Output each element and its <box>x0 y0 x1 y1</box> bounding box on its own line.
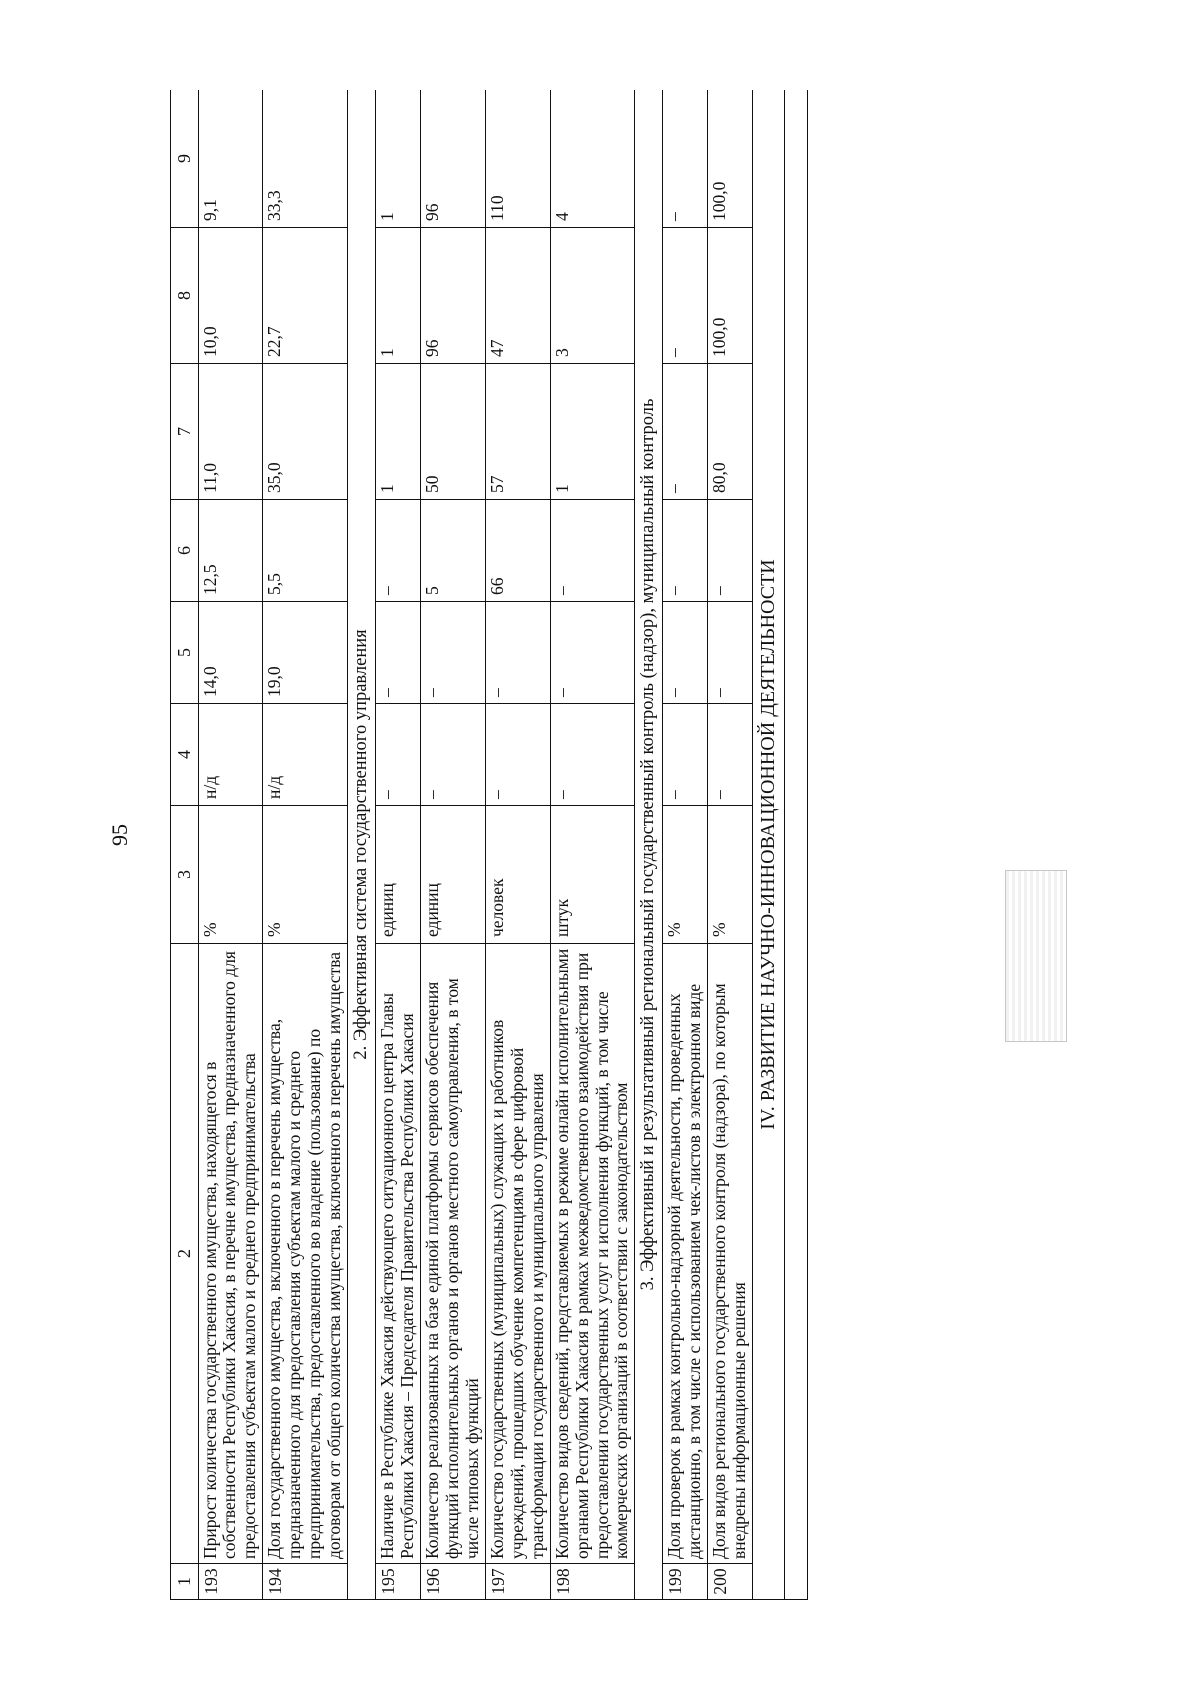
value-cell: – <box>663 364 708 500</box>
header-cell: 7 <box>171 364 199 500</box>
empty-row <box>785 90 808 1600</box>
value-cell: 14,0 <box>198 602 263 704</box>
header-cell: 8 <box>171 228 199 364</box>
value-cell: 5,5 <box>263 500 348 602</box>
value-cell: 80,0 <box>708 364 753 500</box>
unit-cell: штук <box>550 806 635 944</box>
header-cell: 4 <box>171 704 199 806</box>
table-row <box>263 90 348 1600</box>
value-cell: 57 <box>485 364 550 500</box>
value-cell: 47 <box>485 228 550 364</box>
value-cell: 11,0 <box>198 364 263 500</box>
indicator-text: Прирост количества государственного имущества, находящегося в собственности Республики Хакасия, в перечне имущества, предназначенного для предоставления субъектам малого и среднего предпринимательства <box>198 944 263 1564</box>
table-row <box>485 90 550 1600</box>
value-cell: 96 <box>421 228 486 364</box>
value-cell: – <box>708 500 753 602</box>
header-cell: 3 <box>171 806 199 944</box>
indicators-table <box>170 90 808 1600</box>
row-number: 200 <box>708 1564 753 1600</box>
section-title: 3. Эффективный и результативный региональный государственный контроль (надзор), муниципальный контроль <box>635 90 663 1600</box>
unit-cell: % <box>263 806 348 944</box>
unit-cell: единиц <box>376 806 421 944</box>
indicator-text: Количество реализованных на базе единой платформы сервисов обеспечения функций исполнительных органов и органов местного самоуправления, в том числе типовых функций <box>421 944 486 1564</box>
value-cell: 100,0 <box>708 228 753 364</box>
chapter-heading: IV. РАЗВИТИЕ НАУЧНО-ИННОВАЦИОННОЙ ДЕЯТЕЛЬНОСТИ <box>753 90 785 1600</box>
table-row <box>376 90 421 1600</box>
value-cell: – <box>708 602 753 704</box>
table-row <box>708 90 753 1600</box>
unit-cell: человек <box>485 806 550 944</box>
value-cell: – <box>485 704 550 806</box>
empty-cell <box>785 90 808 1600</box>
value-cell: 19,0 <box>263 602 348 704</box>
value-cell: 96 <box>421 90 486 228</box>
value-cell: – <box>708 704 753 806</box>
value-cell: – <box>663 228 708 364</box>
stamp-mark <box>1005 870 1067 1042</box>
value-cell: – <box>421 704 486 806</box>
document-table-area <box>170 90 1080 1600</box>
value-cell: 50 <box>421 364 486 500</box>
value-cell: 9,1 <box>198 90 263 228</box>
value-cell: 12,5 <box>198 500 263 602</box>
table-row <box>663 90 708 1600</box>
row-number: 193 <box>198 1564 263 1600</box>
value-cell: 35,0 <box>263 364 348 500</box>
value-cell: 10,0 <box>198 228 263 364</box>
value-cell: – <box>550 704 635 806</box>
value-cell: – <box>663 500 708 602</box>
section-row <box>348 90 376 1600</box>
value-cell: – <box>663 90 708 228</box>
section-row <box>635 90 663 1600</box>
row-number: 197 <box>485 1564 550 1600</box>
value-cell: – <box>550 500 635 602</box>
value-cell: – <box>663 704 708 806</box>
row-number: 199 <box>663 1564 708 1600</box>
value-cell: 3 <box>550 228 635 364</box>
row-number: 195 <box>376 1564 421 1600</box>
indicator-text: Доля видов регионального государственного контроля (надзора), по которым внедрены информационные решения <box>708 944 753 1564</box>
unit-cell: % <box>663 806 708 944</box>
row-number: 196 <box>421 1564 486 1600</box>
page-number: 95 <box>107 824 132 846</box>
value-cell: – <box>376 704 421 806</box>
value-cell: 100,0 <box>708 90 753 228</box>
header-row <box>171 90 199 1600</box>
value-cell: н/д <box>263 704 348 806</box>
value-cell: – <box>550 602 635 704</box>
value-cell: 22,7 <box>263 228 348 364</box>
row-number: 194 <box>263 1564 348 1600</box>
header-cell: 1 <box>171 1564 199 1600</box>
header-cell: 6 <box>171 500 199 602</box>
unit-cell: единиц <box>421 806 486 944</box>
value-cell: 33,3 <box>263 90 348 228</box>
value-cell: 4 <box>550 90 635 228</box>
value-cell: 1 <box>550 364 635 500</box>
value-cell: н/д <box>198 704 263 806</box>
value-cell: 1 <box>376 90 421 228</box>
value-cell: 5 <box>421 500 486 602</box>
value-cell: 1 <box>376 364 421 500</box>
unit-cell: % <box>198 806 263 944</box>
value-cell: – <box>376 602 421 704</box>
header-cell: 5 <box>171 602 199 704</box>
value-cell: 110 <box>485 90 550 228</box>
indicator-text: Доля государственного имущества, включенного в перечень имущества, предназначенного для предоставления субъектам малого и среднего предпринимательства, предоставленного во владение (пользование) по договорам от общего количества имущества, включенного в перечень имущества <box>263 944 348 1564</box>
indicator-text: Наличие в Республике Хакасия действующего ситуационного центра Главы Республики Хакасия – Председателя Правительства Республики Хакасия <box>376 944 421 1564</box>
header-cell: 2 <box>171 944 199 1564</box>
table-row <box>550 90 635 1600</box>
indicator-text: Количество государственных (муниципальных) служащих и работников учреждений, прошедших обучение компетенциям в сфере цифровой трансформации государственного и муниципального управления <box>485 944 550 1564</box>
value-cell: – <box>485 602 550 704</box>
unit-cell: % <box>708 806 753 944</box>
rotated-page <box>170 90 1080 1600</box>
heading-row <box>753 90 785 1600</box>
table-row <box>421 90 486 1600</box>
section-title: 2. Эффективная система государственного управления <box>348 90 376 1600</box>
value-cell: 66 <box>485 500 550 602</box>
value-cell: 1 <box>376 228 421 364</box>
value-cell: – <box>376 500 421 602</box>
indicator-text: Количество видов сведений, представляемых в режиме онлайн исполнительными органами Республики Хакасия в рамках межведомственного взаимодействия при предоставлении государственных услуг и исполнения функций, в том числе коммерческих организаций в соответствии с законодательством <box>550 944 635 1564</box>
table-row <box>198 90 263 1600</box>
header-cell: 9 <box>171 90 199 228</box>
indicator-text: Доля проверок в рамках контрольно-надзорной деятельности, проведенных дистанционно, в том числе с использованием чек-листов в электронном виде <box>663 944 708 1564</box>
value-cell: – <box>421 602 486 704</box>
row-number: 198 <box>550 1564 635 1600</box>
value-cell: – <box>663 602 708 704</box>
